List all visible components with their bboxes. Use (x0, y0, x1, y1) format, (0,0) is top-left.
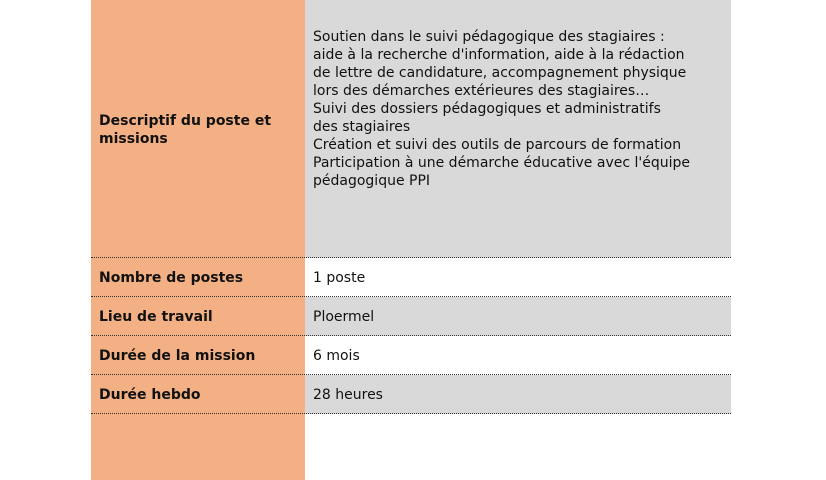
table-row-duration (91, 336, 731, 375)
empty-value (305, 414, 731, 480)
description-value (305, 0, 731, 258)
weekly-hours-label: Durée hebdo (91, 375, 305, 414)
description-label-text: Descriptif du poste et missions (99, 113, 272, 147)
workplace-label: Lieu de travail (91, 297, 305, 336)
table-row-description (91, 0, 731, 258)
description-label (91, 0, 305, 258)
table-row-weekly-hours (91, 375, 731, 414)
table-row-workplace (91, 297, 731, 336)
positions-label: Nombre de postes (91, 258, 305, 297)
workplace-value: Ploermel (305, 297, 731, 336)
job-details-table (91, 0, 731, 480)
table-row-positions (91, 258, 731, 297)
description-value-text: Soutien dans le suivi pédagogique des stagiaires : aide à la recherche d'information, aide à la rédaction de lettre de candidature, accompagnement physique lors des démarches extérieures des stagiaires… Suivi des dossiers pédagogiques et administratifs des stagiaires Création et suivi des outils de parcours de formation Participation à une démarche éducative avec l'équipe pédagogique PPI (313, 29, 690, 189)
positions-value: 1 poste (305, 258, 731, 297)
duration-value: 6 mois (305, 336, 731, 375)
weekly-hours-value: 28 heures (305, 375, 731, 414)
empty-label (91, 414, 305, 480)
duration-label: Durée de la mission (91, 336, 305, 375)
table-row-empty (91, 414, 731, 480)
